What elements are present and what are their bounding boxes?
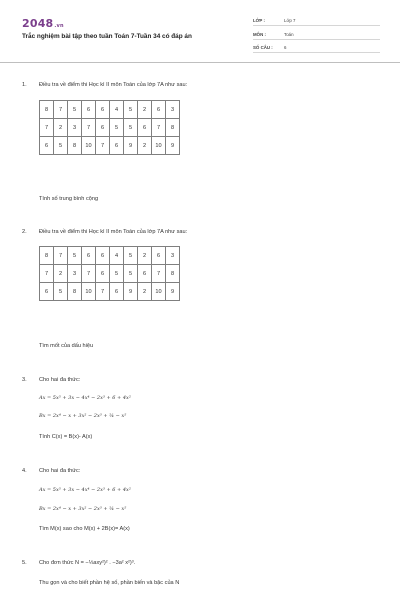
table-cell: 2 — [54, 265, 68, 283]
table-cell: 10 — [82, 283, 96, 301]
question-4-number: 4. — [22, 468, 27, 474]
table-cell: 2 — [138, 101, 152, 119]
table-cell: 8 — [166, 265, 180, 283]
table-cell: 5 — [124, 247, 138, 265]
table-cell: 2 — [138, 137, 152, 155]
question-1-task: Tính số trung bình cộng — [39, 196, 99, 202]
question-1-number: 1. — [22, 82, 27, 88]
table-cell: 5 — [124, 101, 138, 119]
document-title: Trắc nghiệm bài tập theo tuần Toán 7-Tuần 34 có đáp án — [22, 33, 192, 40]
table-cell: 6 — [96, 101, 110, 119]
table-row — [40, 283, 180, 301]
table-cell: 7 — [54, 101, 68, 119]
table-cell: 5 — [68, 247, 82, 265]
logo-tld: .vn — [54, 23, 64, 29]
question-2-number: 2. — [22, 229, 27, 235]
table-cell: 10 — [82, 137, 96, 155]
table-cell: 8 — [166, 119, 180, 137]
question-2-table — [39, 246, 180, 301]
table-cell: 6 — [40, 283, 54, 301]
table-cell: 7 — [82, 119, 96, 137]
question-2-text: Điều tra về điểm thi Học kì II môn Toán của lớp 7A như sau: — [39, 229, 188, 235]
meta-count — [253, 43, 380, 53]
page-header — [0, 0, 400, 62]
meta-subject-value: Toán — [284, 32, 294, 37]
table-cell: 6 — [138, 265, 152, 283]
meta-subject-label: MÔN : — [253, 32, 266, 37]
table-cell: 5 — [110, 119, 124, 137]
meta-class-value: Lớp 7 — [284, 18, 296, 23]
table-cell: 9 — [166, 137, 180, 155]
question-5-number: 5. — [22, 560, 27, 566]
table-cell: 7 — [54, 247, 68, 265]
question-3-text: Cho hai đa thức: — [39, 377, 81, 383]
table-cell: 8 — [68, 137, 82, 155]
table-cell: 8 — [40, 101, 54, 119]
table-cell: 3 — [166, 247, 180, 265]
meta-count-value: 6 — [284, 45, 287, 50]
site-logo[interactable] — [22, 17, 64, 30]
meta-count-label: SỐ CÂU : — [253, 45, 273, 50]
table-cell: 6 — [96, 119, 110, 137]
question-3-number: 3. — [22, 377, 27, 383]
table-cell: 4 — [110, 247, 124, 265]
table-cell: 9 — [166, 283, 180, 301]
table-cell: 6 — [82, 247, 96, 265]
table-cell: 3 — [166, 101, 180, 119]
table-cell: 7 — [82, 265, 96, 283]
question-3-formula-a: Ax = 5x⁵ + 3x − 4x⁴ − 2x³ + 6 + 4x² — [39, 395, 131, 401]
table-cell: 2 — [138, 283, 152, 301]
table-cell: 7 — [152, 265, 166, 283]
table-cell: 6 — [96, 247, 110, 265]
table-cell: 4 — [110, 101, 124, 119]
question-5-task: Thu gọn và cho biết phần hệ số, phần biến và bậc của N — [39, 580, 180, 586]
question-1-text: Điều tra về điểm thi Học kì II môn Toán của lớp 7A như sau: — [39, 82, 188, 88]
question-4-formula-b: Bx = 2x⁴ − x + 3x² − 2x³ + ¼ − x⁵ — [39, 506, 127, 512]
table-cell: 6 — [110, 283, 124, 301]
question-3-formula-b: Bx = 2x⁴ − x + 3x² − 2x³ + ¼ − x⁵ — [39, 413, 127, 419]
table-cell: 6 — [152, 247, 166, 265]
table-cell: 6 — [96, 265, 110, 283]
table-cell: 6 — [82, 101, 96, 119]
table-cell: 8 — [40, 247, 54, 265]
table-cell: 2 — [54, 119, 68, 137]
question-4-formula-a: Ax = 5x⁵ + 3x − 4x⁴ − 2x³ + 6 + 4x² — [39, 487, 131, 493]
table-cell: 7 — [152, 119, 166, 137]
meta-class — [253, 16, 380, 26]
question-1-table — [39, 100, 180, 155]
table-cell: 5 — [124, 119, 138, 137]
table-cell: 6 — [138, 119, 152, 137]
table-cell: 3 — [68, 265, 82, 283]
table-cell: 2 — [138, 247, 152, 265]
table-row — [40, 101, 180, 119]
question-3-task: Tính C(x) = B(x)- A(x) — [39, 434, 93, 440]
table-cell: 5 — [124, 265, 138, 283]
table-cell: 5 — [68, 101, 82, 119]
table-cell: 3 — [68, 119, 82, 137]
logo-text: 2048 — [22, 17, 54, 30]
table-cell: 5 — [54, 283, 68, 301]
meta-subject — [253, 30, 380, 40]
table-cell: 7 — [96, 283, 110, 301]
question-4-text: Cho hai đa thức: — [39, 468, 81, 474]
table-cell: 9 — [124, 137, 138, 155]
table-cell: 7 — [40, 265, 54, 283]
table-cell: 6 — [152, 101, 166, 119]
table-cell: 7 — [96, 137, 110, 155]
table-row — [40, 247, 180, 265]
table-cell: 6 — [40, 137, 54, 155]
question-4-task: Tìm M(x) sao cho M(x) + 2B(x)= A(x) — [39, 526, 130, 532]
table-cell: 10 — [152, 283, 166, 301]
question-5-text: Cho đơn thức N = −⅓axy²)² . −3a² x²)³. — [39, 560, 136, 566]
table-cell: 10 — [152, 137, 166, 155]
table-cell: 7 — [40, 119, 54, 137]
meta-class-label: LỚP : — [253, 18, 265, 23]
table-row — [40, 137, 180, 155]
table-cell: 6 — [110, 137, 124, 155]
table-cell: 9 — [124, 283, 138, 301]
table-row — [40, 265, 180, 283]
table-cell: 5 — [110, 265, 124, 283]
table-cell: 5 — [54, 137, 68, 155]
table-cell: 8 — [68, 283, 82, 301]
table-row — [40, 119, 180, 137]
header-divider — [0, 62, 400, 63]
question-2-task: Tìm mốt của dấu hiệu — [39, 343, 94, 349]
